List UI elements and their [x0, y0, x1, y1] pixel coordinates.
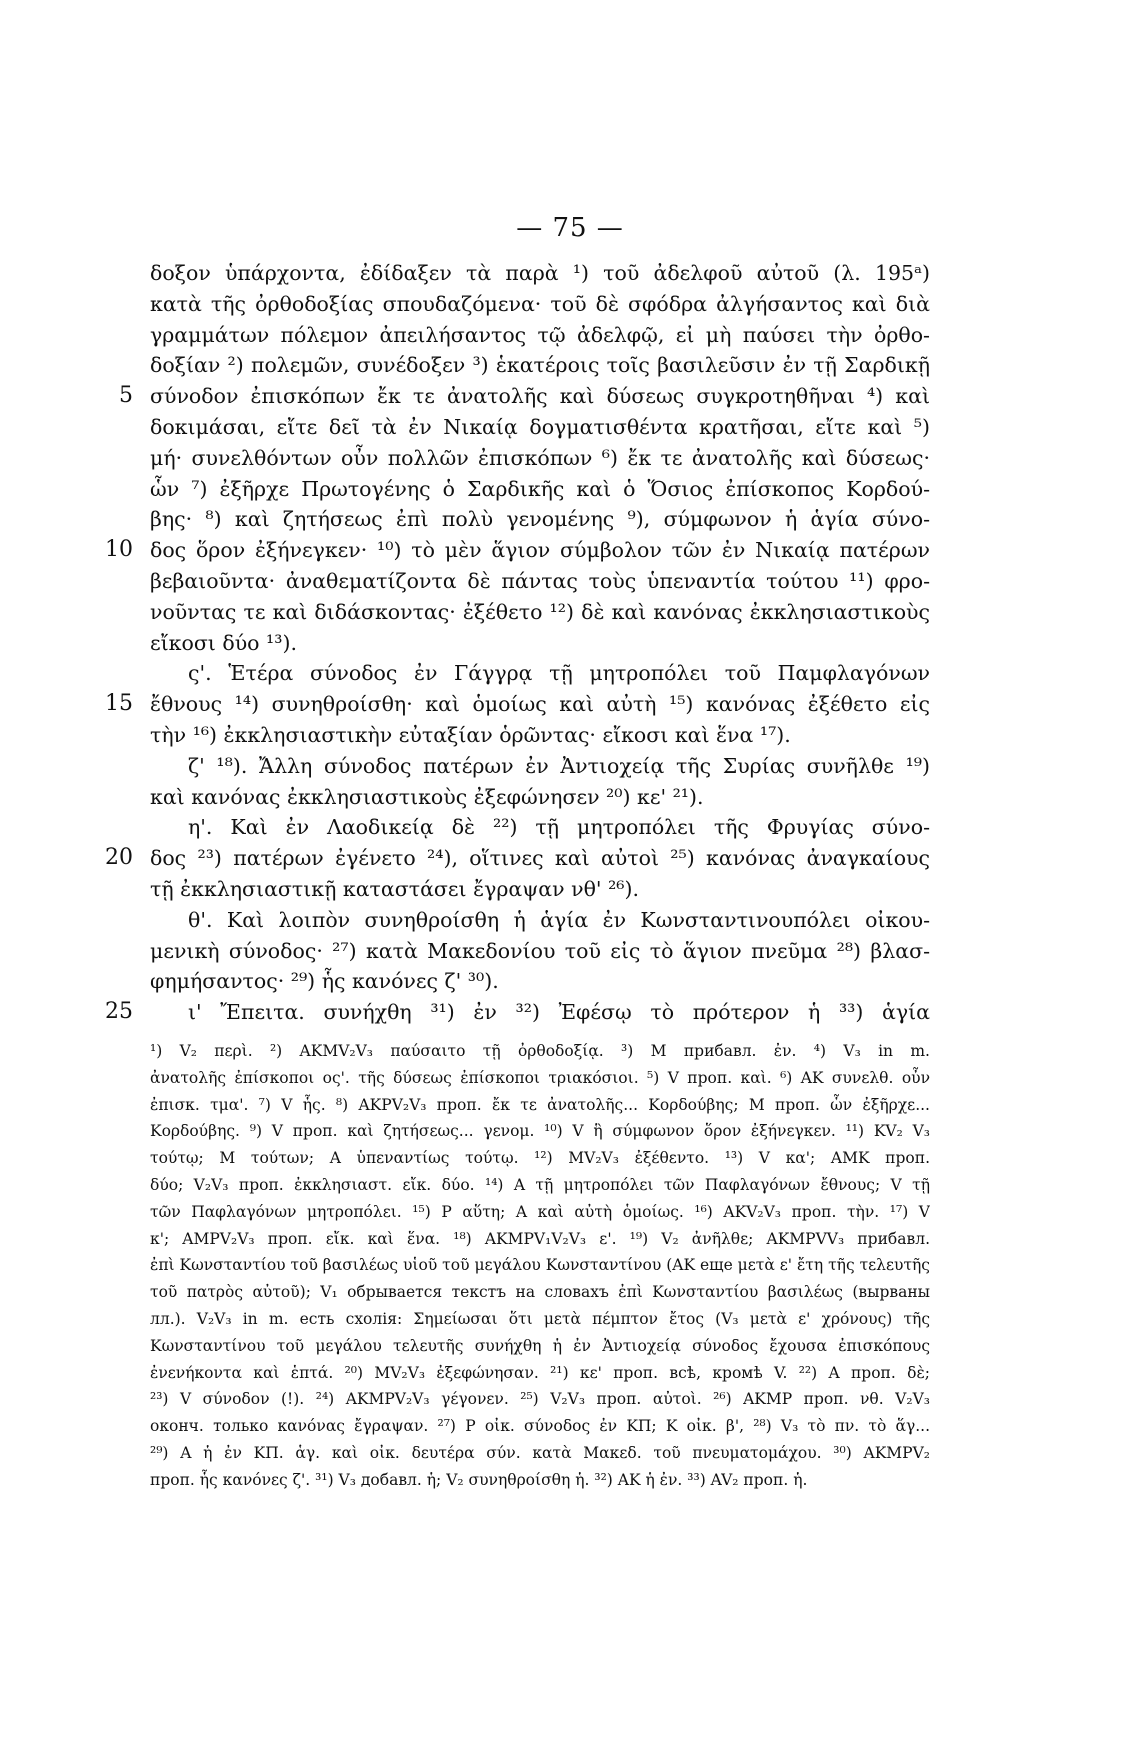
text-line [150, 412, 930, 443]
footnote-line: оконч. только κανόνας ἔγραψαν. ²⁷) P οἰκ. σύνοδος ἐν ΚΠ; K οἰκ. β', ²⁸) V₃ τὸ πν. τὸ ἅγ... [150, 1417, 930, 1436]
text-line-content: η'. Καὶ ἐν Λαοδικείᾳ δὲ ²²) τῇ μητροπόλει τῆς Φρυγίας σύνο- [188, 815, 930, 840]
text-line [150, 936, 930, 967]
text-line-content: τῇ ἐκκλησιαστικῇ καταστάσει ἔγραψαν νθ' ²⁶). [150, 876, 640, 901]
text-line [105, 843, 930, 874]
text-line [150, 905, 930, 936]
footnote-line: τοῦ πατρὸς αὐτοῦ); V₁ обрывается текстъ на словахъ ἐπὶ Κωνσταντίου βασιλέως (вырваны [150, 1283, 930, 1302]
text-line [150, 566, 930, 597]
text-line-content: γραμμάτων πόλεμον ἀπειλήσαντος τῷ ἀδελφῷ, εἰ μὴ παύσει τὴν ὀρθο- [150, 322, 930, 347]
text-line [150, 350, 930, 381]
text-line-content: ζ' ¹⁸). Ἄλλη σύνοδος πατέρων ἐν Ἀντιοχείᾳ τῆς Συρίας συνῆλθε ¹⁹) [188, 753, 930, 778]
footnote-line: лл.). V₂V₃ in m. есть схолія: Σημείωσαι ὅτι μετὰ πέμπτον ἔτος (V₃ μετὰ ε' χρόνους) τῆς [150, 1309, 930, 1328]
text-line [119, 381, 930, 412]
footnote-line: проп. ἧς κανόνες ζ'. ³¹) V₃ добавл. ἡ; V₂ συνηθροίσθη ἡ. ³²) AK ἡ ἐν. ³³) AV₂ проп. ἡ. [150, 1470, 808, 1489]
line-number: 15 [105, 691, 133, 717]
text-line-content: δοξίαν ²) πολεμῶν, συνέδοξεν ³) ἑκατέροις τοῖς βασιλεῦσιν ἐν τῇ Σαρδικῇ [150, 353, 930, 378]
line-number: 5 [119, 383, 133, 409]
text-line-content: βης· ⁸) καὶ ζητήσεως ἐπὶ πολὺ γενομένης ⁹), σύμφωνον ἡ ἁγία σύνο- [150, 507, 930, 532]
text-line-content: βεβαιοῦντα· ἀναθεματίζοντα δὲ πάντας τοὺς ὑπεναντία τούτου ¹¹) φρο- [150, 568, 930, 593]
text-line-content: δοκιμάσαι, εἴτε δεῖ τὰ ἐν Νικαίᾳ δογματισθέντα κρατῆσαι, εἴτε καὶ ⁵) [150, 414, 930, 439]
text-line-content: θ'. Καὶ λοιπὸν συνηθροίσθη ἡ ἁγία ἐν Κωνσταντινουπόλει οἰκου- [188, 907, 930, 932]
text-line [150, 258, 930, 289]
footnote-line: ¹) V₂ περὶ. ²) AKMV₂V₃ παύσαιτο τῇ ὀρθοδοξίᾳ. ³) M прибавл. ἐν. ⁴) V₃ in m. [150, 1042, 930, 1060]
text-line [150, 720, 930, 751]
footnote-line: ἐπισκ. τμα'. ⁷) V ἧς. ⁸) AKPV₂V₃ проп. ἔκ τε ἀνατολῆς... Κορδούβης; M проп. ὧν ἐξῆρχε... [150, 1095, 930, 1114]
footnote-line: ἐνενήκοντα καὶ ἑπτά. ²⁰) MV₂V₃ ἐξεφώνησαν. ²¹) κε' проп. всѣ, кромѣ V. ²²) A проп. δὲ; [150, 1363, 930, 1382]
text-line-content: ὧν ⁷) ἐξῆρχε Πρωτογένης ὁ Σαρδικῆς καὶ ὁ Ὅσιος ἐπίσκοπος Κορδού- [150, 476, 930, 501]
text-line [150, 597, 930, 628]
footnote-line: Κορδούβης. ⁹) V проп. καὶ ζητήσεως... γενομ. ¹⁰) V ἣ σύμφωνον ὅρον ἐξήνεγκεν. ¹¹) KV₂ V₃ [150, 1122, 930, 1141]
text-line-content: σύνοδον ἐπισκόπων ἔκ τε ἀνατολῆς καὶ δύσεως συγκροτηθῆναι ⁴) καὶ [150, 384, 930, 409]
footnote-line: τῶν Παφλαγόνων μητροπόλει. ¹⁵) P αὕτη; A καὶ αὐτὴ ὁμοίως. ¹⁶) AKV₂V₃ проп. τὴν. ¹⁷) V [150, 1202, 930, 1221]
text-line [150, 658, 930, 689]
text-line-content: τὴν ¹⁶) ἐκκλησιαστικὴν εὐταξίαν ὁρῶντας· εἴκοσι καὶ ἕνα ¹⁷). [150, 722, 791, 747]
text-line-content: μή· συνελθόντων οὖν πολλῶν ἐπισκόπων ⁶) ἔκ τε ἀνατολῆς καὶ δύσεως· [150, 445, 930, 470]
page-number: — 75 — [516, 213, 624, 243]
footnote-line: τούτῳ; M τούτων; A ὑπεναντίως τούτῳ. ¹²) MV₂V₃ ἐξέθεντο. ¹³) V κα'; AMK проп. [150, 1149, 930, 1168]
text-line [150, 966, 930, 997]
text-line-content: δος ²³) πατέρων ἐγένετο ²⁴), οἵτινες καὶ αὐτοὶ ²⁵) κανόνας ἀναγκαίους [150, 846, 930, 871]
text-line [105, 535, 930, 566]
text-line-content: ι' Ἔπειτα. συνήχθη ³¹) ἐν ³²) Ἐφέσῳ τὸ πρότερον ἡ ³³) ἁγία [188, 1000, 930, 1025]
text-line-content: φημήσαντος· ²⁹) ἧς κανόνες ζ' ³⁰). [150, 969, 499, 994]
text-line [150, 874, 930, 905]
text-line [105, 689, 930, 720]
footnotes [150, 1038, 930, 1494]
main-text-body [105, 258, 930, 1028]
footnote-line: κ'; AMPV₂V₃ проп. εἴκ. καὶ ἕνα. ¹⁸) AKMPV₁V₂V₃ ε'. ¹⁹) V₂ ἀνῆλθε; AKMPVV₃ прибавл. [150, 1229, 930, 1248]
text-line [150, 443, 930, 474]
line-number: 25 [105, 999, 133, 1025]
footnote-line: ἐπὶ Κωνσταντίου τοῦ βασιλέως υἱοῦ τοῦ μεγάλου Κωνσταντίνου (AK еще μετὰ ε' ἔτη τῆς τελευτῆς [150, 1256, 930, 1275]
text-line-content: ἔθνους ¹⁴) συνηθροίσθη· καὶ ὁμοίως καὶ αὐτὴ ¹⁵) κανόνας ἐξέθετο εἰς [150, 692, 930, 717]
line-number: 20 [105, 845, 133, 871]
footnote-line: δύο; V₂V₃ проп. ἐκκλησιαστ. εἴκ. δύο. ¹⁴) A τῇ μητροπόλει τῶν Παφλαγόνων ἔθνους; V τῇ [150, 1175, 930, 1194]
text-line-content: εἴκοσι δύο ¹³). [150, 630, 297, 655]
text-line-content: μενικὴ σύνοδος· ²⁷) κατὰ Μακεδονίου τοῦ εἰς τὸ ἅγιον πνεῦμα ²⁸) βλασ- [150, 938, 930, 963]
footnote-line: ἀνατολῆς ἐπίσκοποι ος'. τῆς δύσεως ἐπίσκοποι τριακόσιοι. ⁵) V проп. καὶ. ⁶) AK συνελθ. οὖν [150, 1068, 930, 1087]
text-line-content: κατὰ τῆς ὀρθοδοξίας σπουδαζόμενα· τοῦ δὲ σφόδρα ἀλγήσαντος καὶ διὰ [150, 291, 930, 316]
text-line-content: ς'. Ἑτέρα σύνοδος ἐν Γάγγρᾳ τῇ μητροπόλει τοῦ Παμφλαγόνων [188, 661, 930, 686]
text-line [150, 812, 930, 843]
text-line [150, 289, 930, 320]
footnote-line: Κωνσταντίνου τοῦ μεγάλου τελευτῆς συνήχθη ἡ ἐν Ἀντιοχείᾳ σύνοδος ἔχουσα ἐπισκόπους [150, 1336, 930, 1355]
text-line [150, 320, 930, 351]
text-line-content: δοξον ὑπάρχοντα, ἐδίδαξεν τὰ παρὰ ¹) τοῦ ἀδελφοῦ αὐτοῦ (λ. 195ᵃ) [150, 261, 930, 285]
text-line [150, 782, 930, 813]
text-line [150, 751, 930, 782]
text-line [150, 628, 930, 659]
text-line-content: καὶ κανόνας ἐκκλησιαστικοὺς ἐξεφώνησεν ²⁰) κε' ²¹). [150, 784, 704, 809]
footnote-line: ²⁹) A ἡ ἐν ΚΠ. ἁγ. καὶ οἰκ. δευτέρα σύν. κατὰ Μακεδ. τοῦ πνευματομάχου. ³⁰) AKMPV₂ [150, 1443, 930, 1462]
text-line-content: νοῦντας τε καὶ διδάσκοντας· ἐξέθετο ¹²) δὲ καὶ κανόνας ἐκκλησιαστικοὺς [150, 599, 930, 624]
text-line [150, 504, 930, 535]
footnote-line: ²³) V σύνοδον (!). ²⁴) AKMPV₂V₃ γέγονεν. ²⁵) V₂V₃ проп. αὐτοὶ. ²⁶) AKMP проп. νθ. V₂V₃ [150, 1390, 930, 1409]
text-line [105, 997, 930, 1028]
line-number: 10 [105, 537, 133, 563]
text-line [150, 474, 930, 505]
text-line-content: δος ὅρον ἐξήνεγκεν· ¹⁰) τὸ μὲν ἅγιον σύμβολον τῶν ἐν Νικαίᾳ πατέρων [150, 538, 930, 563]
